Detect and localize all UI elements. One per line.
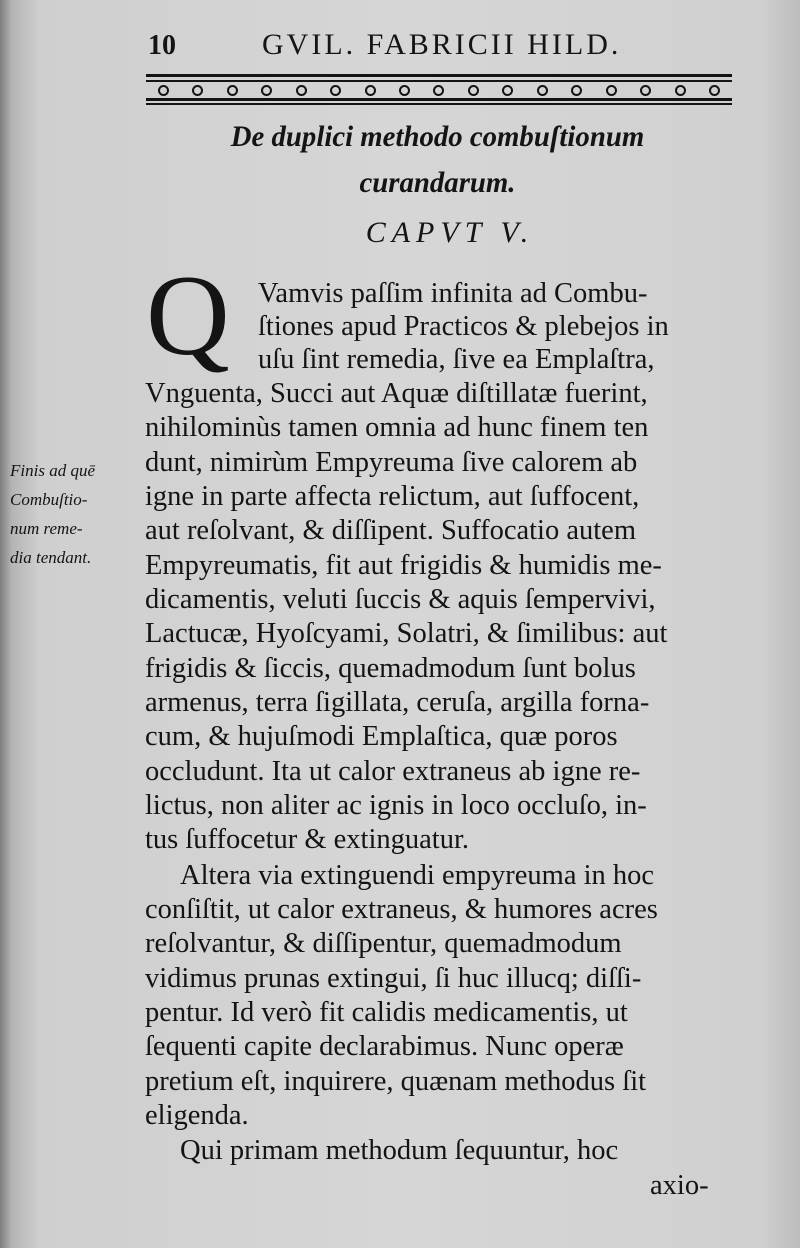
body-line: aut reſolvant, & diſſipent. Suffocatio autem bbox=[145, 515, 636, 546]
dot-row bbox=[146, 85, 732, 96]
body-line: vidimus prunas extingui, ſi huc illucq; diſſi- bbox=[145, 963, 642, 994]
rule-line bbox=[146, 103, 732, 105]
body-line: uſu ſint remedia, ſive ea Emplaſtra, bbox=[258, 344, 655, 375]
body-line: cum, & hujuſmodi Emplaſtica, quæ poros bbox=[145, 721, 618, 752]
body-line: occludunt. Ita ut calor extraneus ab igne re- bbox=[145, 756, 641, 787]
body-line: igne in parte affecta relictum, aut ſuffocent, bbox=[145, 481, 640, 512]
body-line: Empyreumatis, fit aut frigidis & humidis me- bbox=[145, 550, 662, 581]
body-line: frigidis & ſiccis, quemadmodum ſunt bolus bbox=[145, 653, 636, 684]
margin-note-line: Combuſtio- bbox=[10, 490, 88, 509]
body-line: ſtiones apud Practicos & plebejos in bbox=[258, 311, 669, 342]
body-line: Vamvis paſſim infinita ad Combu- bbox=[258, 278, 648, 309]
body-line: eligenda. bbox=[145, 1100, 249, 1131]
rule-line bbox=[146, 74, 732, 77]
chapter-title-line-2: curandarum. bbox=[359, 166, 516, 199]
chapter-number: CAPVT V. bbox=[365, 216, 535, 249]
body-line: ſequenti capite declarabimus. Nunc operæ bbox=[145, 1031, 624, 1062]
running-title: GVIL. FABRICII HILD. bbox=[262, 28, 622, 61]
body-line: conſiſtit, ut calor extraneus, & humores acres bbox=[145, 894, 658, 925]
body-line: pretium eſt, inquirere, quænam methodus ſit bbox=[145, 1066, 647, 1097]
body-line: tus ſuffocetur & extinguatur. bbox=[145, 824, 469, 855]
rule-line bbox=[146, 80, 732, 82]
catchword: axio- bbox=[650, 1170, 709, 1201]
rule-line bbox=[146, 98, 732, 101]
body-line: pentur. Id verò fit calidis medicamentis, ut bbox=[145, 997, 628, 1028]
ornamental-rule bbox=[146, 74, 732, 106]
body-line: Lactucæ, Hyoſcyami, Solatri, & ſimilibus: aut bbox=[145, 618, 668, 649]
body-line: Qui primam methodum ſequuntur, hoc bbox=[180, 1135, 619, 1166]
body-line: dunt, nimirùm Empyreuma ſive calorem ab bbox=[145, 447, 638, 478]
drop-cap: Q bbox=[146, 252, 230, 380]
body-line: lictus, non aliter ac ignis in loco occluſo, in- bbox=[145, 790, 647, 821]
margin-note-line: dia tendant. bbox=[10, 548, 92, 567]
body-line: nihilominùs tamen omnia ad hunc finem ten bbox=[145, 412, 649, 443]
page-number: 10 bbox=[148, 30, 176, 61]
margin-note-line: num reme- bbox=[10, 519, 83, 538]
body-line: reſolvantur, & diſſipentur, quemadmodum bbox=[145, 928, 622, 959]
body-line: Vnguenta, Succi aut Aquæ diſtillatæ fuerint, bbox=[145, 378, 648, 409]
body-line: armenus, terra ſigillata, ceruſa, argilla forna- bbox=[145, 687, 650, 718]
body-line: Altera via extinguendi empyreuma in hoc bbox=[180, 860, 655, 891]
body-line: dicamentis, veluti ſuccis & aquis ſempervivi, bbox=[145, 584, 656, 615]
chapter-title-line-1: De duplici methodo combuſtionum bbox=[230, 120, 645, 153]
margin-note-line: Finis ad quē bbox=[10, 461, 95, 480]
